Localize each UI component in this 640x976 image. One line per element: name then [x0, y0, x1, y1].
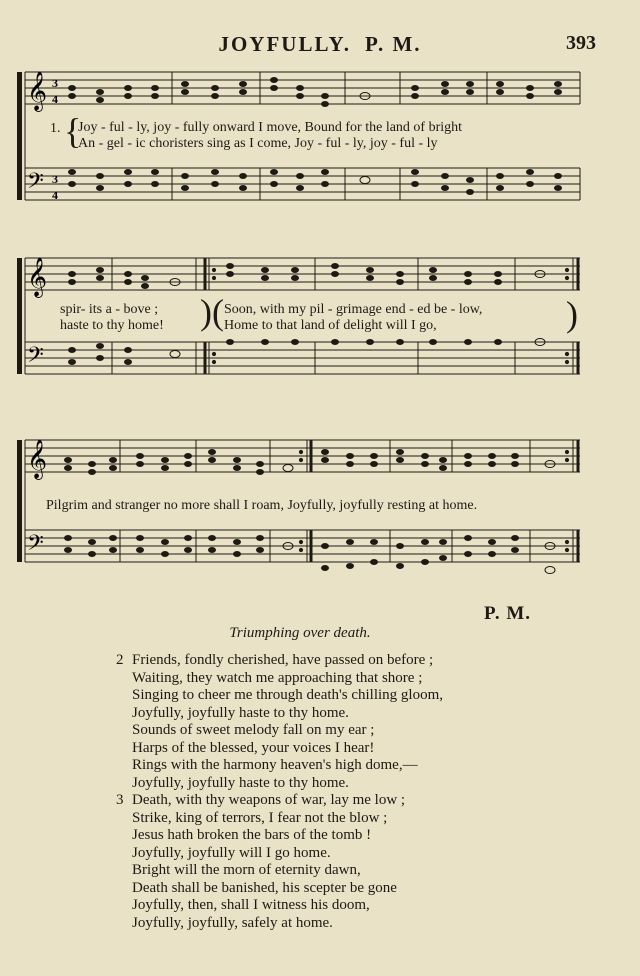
hymn-subtitle: Triumphing over death. — [229, 625, 371, 641]
hymn-title — [0, 32, 640, 57]
bass-staff-1 — [25, 168, 580, 200]
stanza-line: Bright will the morn of eternity dawn, — [132, 862, 361, 878]
lyric-line-2a: spir- its a - bove ; — [60, 302, 159, 317]
hymn-title-text: JOYFULLY. — [218, 32, 352, 56]
lyric-line-2d: Home to that land of delight will I go, — [224, 318, 437, 333]
lyric-line-2b: haste to thy home! — [60, 318, 164, 333]
music-system-3 — [0, 428, 640, 588]
lyric-line-3: Pilgrim and stranger no more shall I roam, Joyfully, joyfully resting at home. — [46, 498, 478, 513]
treble-clef-3: 𝄞 — [27, 439, 48, 479]
stanza-line: Waiting, they watch me approaching that shore ; — [132, 669, 423, 686]
stanza-line: Death shall be banished, his scepter be gone — [132, 879, 397, 896]
stanza-lines — [132, 652, 443, 792]
bass-clef-3: 𝄢 — [27, 531, 44, 561]
time-sig-bass-top-1: 3 — [52, 172, 58, 186]
treble-staff-3 — [25, 440, 580, 472]
lyric-brace-close: ) — [566, 294, 578, 334]
stanza-number: 2 — [116, 652, 124, 668]
stanza-lines — [132, 792, 405, 932]
stanza-line: Joyfully, joyfully haste to thy home. — [132, 774, 349, 791]
hymn-meter: P. M. — [484, 603, 532, 624]
lyric-line-1b: An - gel - ic choristers sing as I come, Joy - ful - ly, joy - ful - ly — [78, 136, 438, 151]
lyric-line-1a: Joy - ful - ly, joy - fully onward I move, Bound for the land of bright — [78, 120, 463, 135]
stanza-line: Joyfully, joyfully, safely at home. — [132, 914, 333, 931]
page-number: 393 — [566, 32, 596, 54]
bass-staff-2 — [25, 342, 580, 374]
stanza-number: 3 — [116, 792, 124, 808]
verse-number: 1. — [50, 121, 61, 136]
system-bracket-3 — [17, 440, 22, 562]
lyric-brace-mid: )( — [200, 292, 224, 332]
stanza-line: Friends, fondly cherished, have passed on before ; — [132, 652, 434, 668]
lyric-line-2c: Soon, with my pil - grimage end - ed be - low, — [224, 302, 483, 317]
stanza-line: Harps of the blessed, your voices I hear! — [132, 739, 375, 756]
treble-clef-2: 𝄞 — [27, 257, 48, 297]
music-system-2 — [0, 246, 640, 386]
time-sig-top-1: 3 — [52, 76, 58, 90]
bass-clef-1: 𝄢 — [27, 169, 44, 199]
time-sig-bass-bottom-1: 4 — [52, 188, 58, 202]
stanza-line: Joyfully, then, shall I witness his doom, — [132, 897, 370, 913]
stanza-line: Jesus hath broken the bars of the tomb ! — [132, 827, 372, 843]
stanza-line: Death, with thy weapons of war, lay me low ; — [132, 792, 406, 808]
hymn-meter-header: P. M. — [365, 32, 422, 56]
stanza-line: Rings with the harmony heaven's high dome,— — [132, 757, 418, 773]
stanza-line: Joyfully, joyfully haste to thy home. — [132, 704, 349, 721]
time-sig-bottom-1: 4 — [52, 92, 58, 106]
treble-clef-1: 𝄞 — [27, 71, 48, 111]
bass-staff-3 — [25, 530, 580, 562]
system-bracket-1 — [17, 72, 22, 200]
stanza-line: Joyfully, joyfully will I go home. — [132, 844, 331, 861]
bass-clef-2: 𝄢 — [27, 343, 44, 373]
music-system-1 — [0, 60, 640, 210]
system-bracket-2 — [17, 258, 22, 374]
stanza-line: Sounds of sweet melody fall on my ear ; — [132, 722, 375, 738]
stanza-line: Singing to cheer me through death's chilling gloom, — [132, 687, 443, 703]
lyric-brace-open: { — [64, 111, 82, 151]
stanza-line: Strike, king of terrors, I fear not the blow ; — [132, 809, 388, 826]
